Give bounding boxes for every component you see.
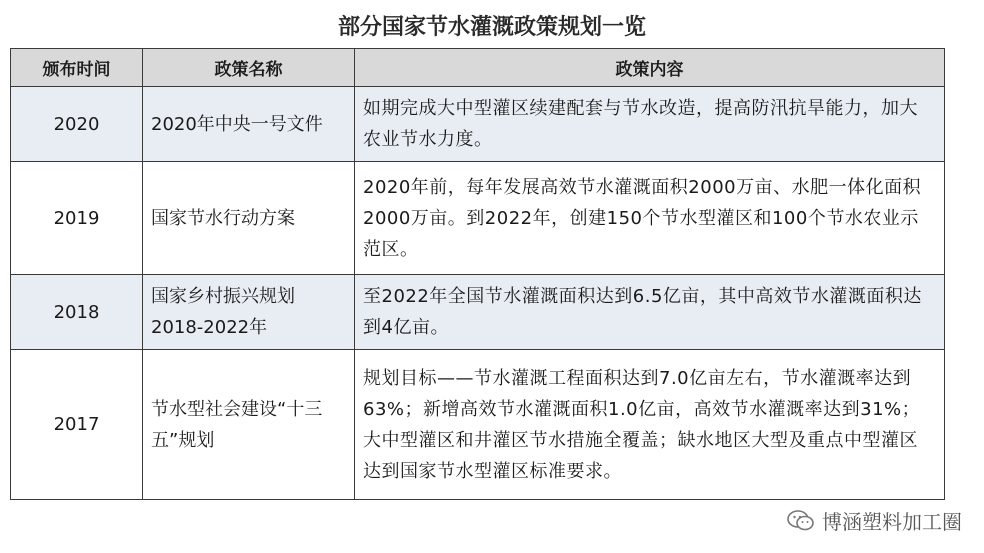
- year-cell: 2018: [11, 275, 143, 350]
- policy-content-cell: 如期完成大中型灌区续建配套与节水改造，提高防汛抗旱能力，加大农业节水力度。: [355, 87, 945, 162]
- header-policy-name: 政策名称: [143, 49, 355, 87]
- year-cell: 2020: [11, 87, 143, 162]
- policy-name-cell: 2020年中央一号文件: [143, 87, 355, 162]
- table-row: [11, 350, 945, 500]
- policy-content-cell: 2020年前，每年发展高效节水灌溉面积2000万亩、水肥一体化面积2000万亩。到2022年，创建150个节水型灌区和100个节水农业示范区。: [355, 162, 945, 275]
- year-cell: 2019: [11, 162, 143, 275]
- policy-content-cell: 至2022年全国节水灌溉面积达到6.5亿亩，其中高效节水灌溉面积达到4亿亩。: [355, 275, 945, 350]
- year-cell: 2017: [11, 350, 143, 500]
- header-year: 颁布时间: [11, 49, 143, 87]
- table-header-row: [11, 49, 945, 87]
- policy-name-cell: 国家乡村振兴规划 2018-2022年: [143, 275, 355, 350]
- table-row: [11, 275, 945, 350]
- header-policy-content: 政策内容: [355, 49, 945, 87]
- table-row: [11, 162, 945, 275]
- policy-content-cell: 规划目标——节水灌溉工程面积达到7.0亿亩左右，节水灌溉率达到63%；新增高效节水灌溉面积1.0亿亩，高效节水灌溉率达到31%；大中型灌区和井灌区节水措施全覆盖；缺水地区大型及重点中型灌区达到国家节水型灌区标准要求。: [355, 350, 945, 500]
- watermark-text: 博涵塑料加工圈: [822, 510, 962, 534]
- watermark: [786, 506, 962, 535]
- table-row: [11, 87, 945, 162]
- policy-name-cell: 节水型社会建设“十三五”规划: [143, 350, 355, 500]
- policy-table: [10, 48, 945, 500]
- page-title: 部分国家节水灌溉政策规划一览: [337, 15, 646, 40]
- policy-name-cell: 国家节水行动方案: [143, 162, 355, 275]
- wechat-icon: [786, 508, 816, 534]
